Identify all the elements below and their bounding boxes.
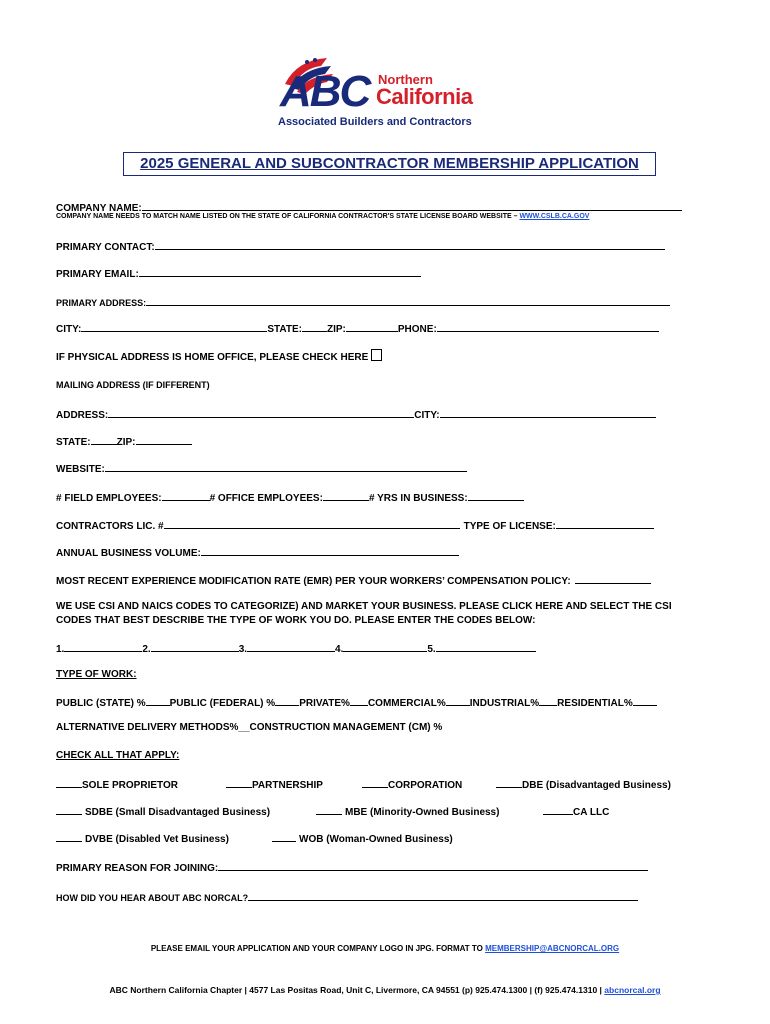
- partnership-label: PARTNERSHIP: [252, 780, 323, 791]
- code-2-field[interactable]: [151, 641, 239, 652]
- partnership-field[interactable]: [226, 777, 252, 788]
- website-field[interactable]: [105, 461, 467, 472]
- sole-label: SOLE PROPRIETOR: [82, 780, 178, 791]
- corporation-label: CORPORATION: [388, 780, 463, 791]
- home-office-checkbox[interactable]: [371, 349, 382, 361]
- ca-llc-label: CA LLC: [573, 807, 610, 818]
- website-label: WEBSITE:: [56, 464, 105, 475]
- wob-label: WOB (Woman-Owned Business): [299, 834, 453, 845]
- alt-delivery-row: ALTERNATIVE DELIVERY METHODS%__CONSTRUCTION MANAGEMENT (CM) %: [56, 722, 443, 733]
- logo-subtitle: Associated Builders and Contractors: [278, 116, 472, 128]
- logo-northern: Northern: [378, 72, 433, 87]
- company-name-field[interactable]: [142, 200, 682, 211]
- code-5-label: 5.: [427, 644, 436, 655]
- check-ca-llc: [543, 804, 609, 818]
- company-name-row: [56, 200, 682, 214]
- check-sdbe: [56, 804, 270, 818]
- dbe-label: DBE (Disadvantaged Business): [522, 780, 671, 791]
- company-name-note-text: COMPANY NAME NEEDS TO MATCH NAME LISTED ON THE STATE OF CALIFORNIA CONTRACTOR'S STATE LICENSE BOARD WEBSITE –: [56, 213, 518, 220]
- mbe-field[interactable]: [316, 804, 342, 815]
- mailing-state-row: [56, 434, 192, 448]
- logo-california: California: [376, 84, 473, 109]
- code-3-field[interactable]: [247, 641, 335, 652]
- email-note: [0, 944, 770, 953]
- emr-field[interactable]: [575, 573, 651, 584]
- office-employees-label: # OFFICE EMPLOYEES:: [209, 493, 323, 504]
- contractors-lic-label: CONTRACTORS LIC. #: [56, 521, 164, 532]
- check-dbe: [496, 777, 671, 791]
- abc-logo: [272, 52, 502, 132]
- type-of-license-field[interactable]: [556, 518, 654, 529]
- check-all-heading: CHECK ALL THAT APPLY:: [56, 750, 180, 761]
- primary-address-field[interactable]: [146, 295, 670, 306]
- annual-volume-field[interactable]: [201, 545, 459, 556]
- yrs-business-field[interactable]: [468, 490, 524, 501]
- sole-field[interactable]: [56, 777, 82, 788]
- employees-row: [56, 490, 524, 504]
- wob-field[interactable]: [272, 831, 296, 842]
- how-hear-field[interactable]: [248, 890, 638, 901]
- check-corporation: [362, 777, 462, 791]
- primary-email-label: PRIMARY EMAIL:: [56, 269, 139, 280]
- phone-field[interactable]: [437, 321, 659, 332]
- industrial-field[interactable]: [539, 695, 557, 706]
- check-mbe: [316, 804, 499, 818]
- logo-letters: ABC: [280, 67, 370, 116]
- cslb-link[interactable]: WWW.CSLB.CA.GOV: [519, 213, 590, 220]
- primary-reason-row: [56, 860, 648, 874]
- industrial-label: INDUSTRIAL%: [469, 698, 540, 709]
- sdbe-label: SDBE (Small Disadvantaged Business): [85, 807, 271, 818]
- license-row: [56, 518, 654, 532]
- check-sole: [56, 777, 178, 791]
- city-row: [56, 321, 659, 335]
- page-title: 2025 GENERAL AND SUBCONTRACTOR MEMBERSHIP APPLICATION: [140, 155, 639, 172]
- phone-label: PHONE:: [397, 324, 437, 335]
- code-5-field[interactable]: [436, 641, 536, 652]
- mailing-address-field[interactable]: [108, 407, 414, 418]
- code-3-label: 3.: [238, 644, 248, 655]
- code-4-field[interactable]: [343, 641, 427, 652]
- annual-volume-row: [56, 545, 459, 559]
- emr-label: MOST RECENT EXPERIENCE MODIFICATION RATE (EMR) PER YOUR WORKERS’ COMPENSATION POLICY:: [56, 576, 571, 587]
- private-label: PRIVATE%: [299, 698, 350, 709]
- commercial-label: COMMERCIAL%: [367, 698, 446, 709]
- primary-reason-field[interactable]: [218, 860, 648, 871]
- primary-address-label: PRIMARY ADDRESS:: [56, 298, 147, 308]
- company-name-note: [56, 213, 589, 220]
- footer: [0, 985, 770, 995]
- field-employees-label: # FIELD EMPLOYEES:: [56, 493, 162, 504]
- residential-field[interactable]: [633, 695, 657, 706]
- work-types-row: [56, 695, 657, 709]
- public-state-label: PUBLIC (STATE) %: [56, 698, 146, 709]
- csi-line-2: CODES THAT BEST DESCRIBE THE TYPE OF WORK YOU DO. PLEASE ENTER THE CODES BELOW:: [56, 615, 536, 626]
- zip-label: ZIP:: [327, 324, 346, 335]
- office-employees-field[interactable]: [323, 490, 369, 501]
- check-dvbe: [56, 831, 229, 845]
- primary-contact-field[interactable]: [155, 239, 665, 250]
- primary-contact-row: [56, 239, 665, 253]
- website-row: [56, 461, 467, 475]
- yrs-business-label: # YRS IN BUSINESS:: [368, 493, 468, 504]
- ca-llc-field[interactable]: [543, 804, 573, 815]
- code-4-label: 4.: [335, 644, 344, 655]
- abcnorcal-link[interactable]: abcnorcal.org: [604, 985, 661, 995]
- check-wob: [272, 831, 453, 845]
- mailing-city-field[interactable]: [440, 407, 656, 418]
- code-2-label: 2.: [142, 644, 151, 655]
- home-office-row: [56, 349, 382, 363]
- mailing-state-field[interactable]: [91, 434, 117, 445]
- state-label: STATE:: [267, 324, 302, 335]
- primary-reason-label: PRIMARY REASON FOR JOINING:: [56, 863, 219, 874]
- primary-contact-label: PRIMARY CONTACT:: [56, 242, 155, 253]
- title-box: [123, 152, 656, 176]
- home-office-label: IF PHYSICAL ADDRESS IS HOME OFFICE, PLEASE CHECK HERE: [56, 352, 369, 363]
- residential-label: RESIDENTIAL%: [557, 698, 633, 709]
- state-field[interactable]: [302, 321, 327, 332]
- mailing-state-label: STATE:: [56, 437, 91, 448]
- csi-line-1: WE USE CSI AND NAICS CODES TO CATEGORIZE) AND MARKET YOUR BUSINESS. PLEASE CLICK HERE AND SELECT THE CSI: [56, 601, 672, 612]
- footer-text: ABC Northern California Chapter | 4577 Las Positas Road, Unit C, Livermore, CA 94551 (p) 925.474.1300 | (f) 925.474.1310 |: [109, 985, 602, 995]
- field-employees-field[interactable]: [162, 490, 210, 501]
- emr-row: [56, 573, 651, 587]
- zip-field[interactable]: [346, 321, 398, 332]
- public-federal-field[interactable]: [275, 695, 299, 706]
- primary-address-row: [56, 295, 670, 308]
- mbe-label: MBE (Minority-Owned Business): [345, 807, 500, 818]
- public-federal-label: PUBLIC (FEDERAL) %: [169, 698, 276, 709]
- mailing-city-label: CITY:: [414, 410, 440, 421]
- sdbe-field[interactable]: [56, 804, 82, 815]
- public-state-field[interactable]: [146, 695, 170, 706]
- commercial-field[interactable]: [446, 695, 470, 706]
- check-partnership: [226, 777, 323, 791]
- mailing-zip-field[interactable]: [136, 434, 192, 445]
- type-of-work-heading: TYPE OF WORK:: [56, 669, 137, 680]
- city-field[interactable]: [81, 321, 267, 332]
- mailing-zip-label: ZIP:: [116, 437, 136, 448]
- company-name-label: COMPANY NAME:: [56, 203, 142, 214]
- private-field[interactable]: [350, 695, 368, 706]
- dbe-field[interactable]: [496, 777, 522, 788]
- contractors-lic-field[interactable]: [164, 518, 460, 529]
- email-note-text: PLEASE EMAIL YOUR APPLICATION AND YOUR COMPANY LOGO IN JPG. FORMAT TO: [150, 944, 483, 953]
- primary-email-field[interactable]: [139, 266, 421, 277]
- membership-email-link[interactable]: MEMBERSHIP@ABCNORCAL.ORG: [485, 944, 620, 953]
- codes-row: [56, 641, 536, 655]
- mailing-address-row: [56, 407, 656, 421]
- type-of-license-label: TYPE OF LICENSE:: [463, 521, 556, 532]
- how-hear-row: [56, 890, 638, 903]
- code-1-field[interactable]: [64, 641, 142, 652]
- city-label: CITY:: [56, 324, 82, 335]
- annual-volume-label: ANNUAL BUSINESS VOLUME:: [56, 548, 201, 559]
- code-1-label: 1.: [56, 644, 65, 655]
- dvbe-label: DVBE (Disabled Vet Business): [85, 834, 229, 845]
- corporation-field[interactable]: [362, 777, 388, 788]
- primary-email-row: [56, 266, 421, 280]
- mailing-address-label: ADDRESS:: [56, 410, 109, 421]
- dvbe-field[interactable]: [56, 831, 82, 842]
- mailing-heading: MAILING ADDRESS (IF DIFFERENT): [56, 380, 210, 390]
- how-hear-label: HOW DID YOU HEAR ABOUT ABC NORCAL?: [56, 893, 249, 903]
